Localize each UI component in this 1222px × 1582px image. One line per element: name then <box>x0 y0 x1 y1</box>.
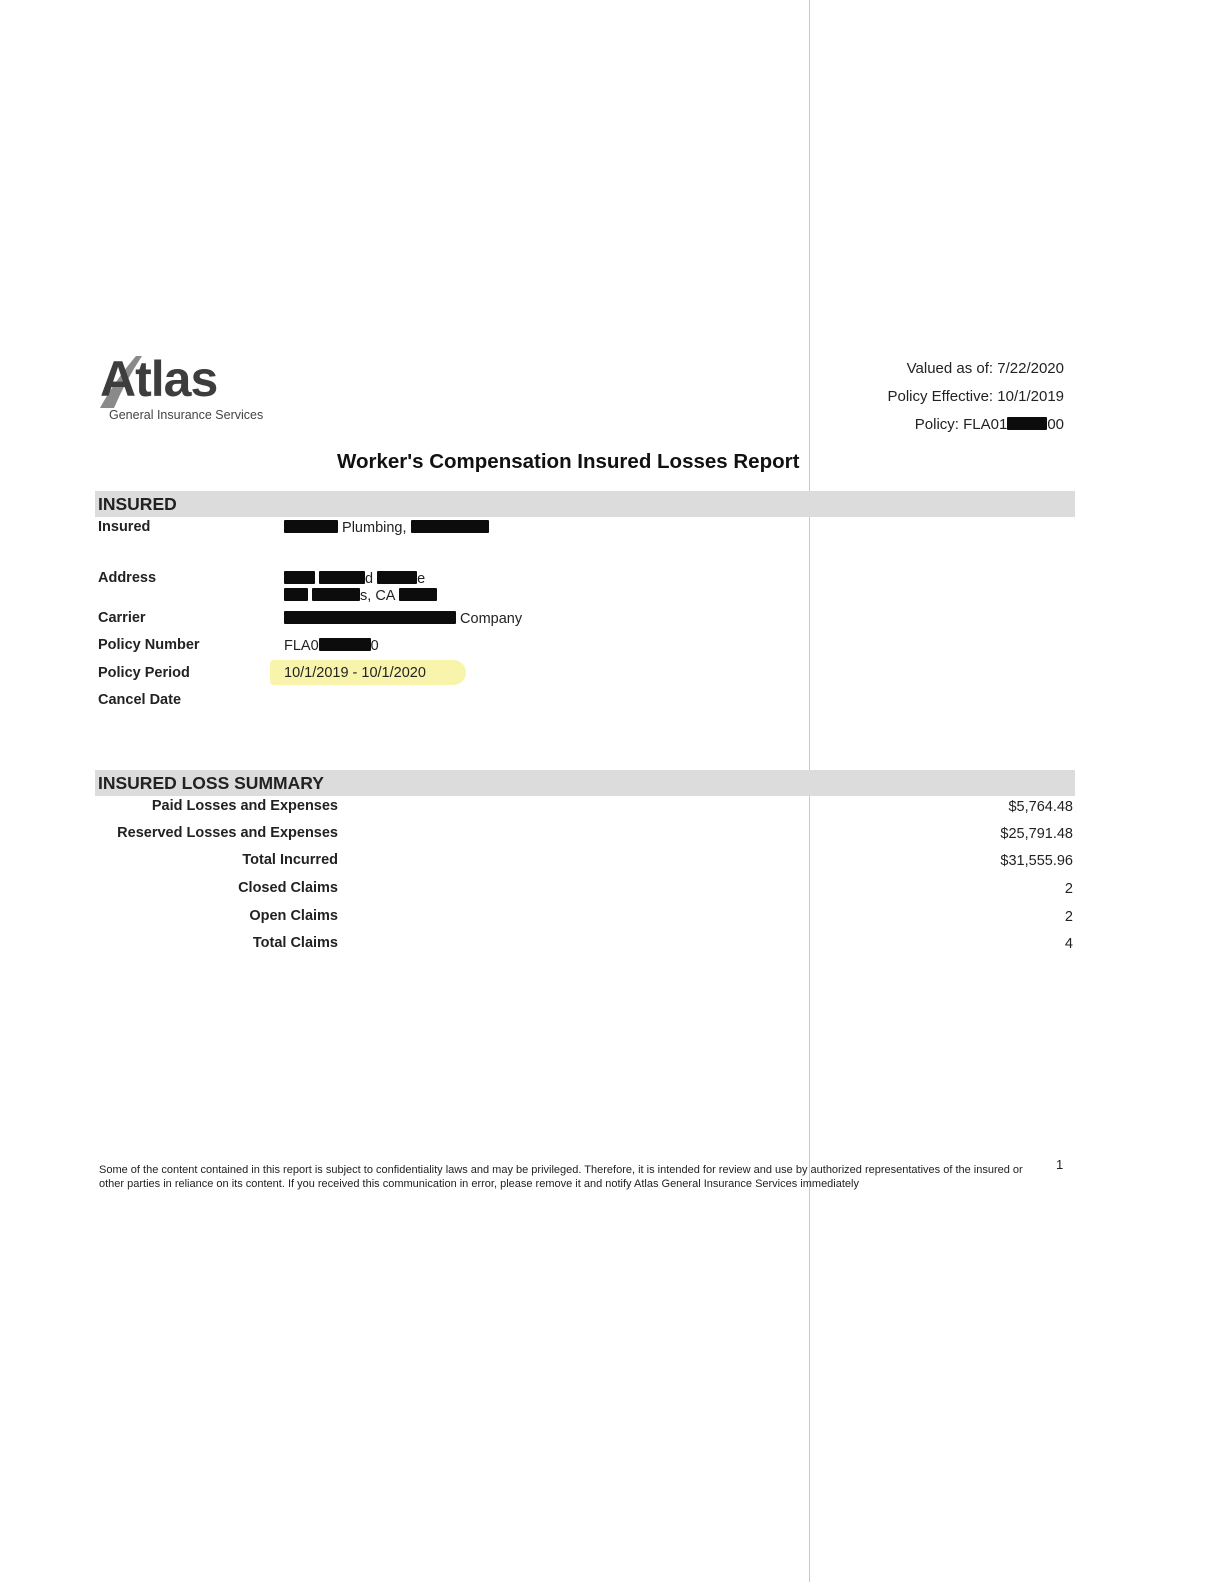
total-incurred-value: $31,555.96 <box>1000 853 1073 869</box>
report-title: Worker's Compensation Insured Losses Report <box>337 450 800 473</box>
redaction-bar <box>1007 417 1047 430</box>
address-line-1-text: d <box>365 571 374 587</box>
address-line-1 <box>284 571 425 587</box>
open-claims-value: 2 <box>1064 909 1073 925</box>
redaction-bar <box>284 520 338 533</box>
policy-header-prefix: Policy: FLA01 <box>914 416 1008 433</box>
address-line-1-end: e <box>417 571 426 587</box>
address-line-2-text: s, CA <box>360 588 395 604</box>
atlas-logo <box>96 346 271 428</box>
redaction-bar <box>377 571 417 584</box>
valued-as-of: Valued as of: 7/22/2020 <box>906 360 1064 377</box>
carrier-value-text: Company <box>460 611 523 627</box>
policy-number-prefix: FLA0 <box>284 638 319 654</box>
insured-label: Insured <box>98 519 151 535</box>
confidentiality-disclaimer: Some of the content contained in this report is subject to confidentiality laws and may be privileged. Therefore, it is intended for review and use by authorized representatives of the insured or other parties in reliance on its content. If you received this communication in error, please remove it and notify Atlas General Insurance Services immediately <box>99 1164 1023 1190</box>
redaction-bar <box>319 571 365 584</box>
redaction-bar <box>411 520 489 533</box>
carrier-label: Carrier <box>98 610 146 626</box>
redaction-bar <box>312 588 360 601</box>
total-claims-value: 4 <box>1064 936 1073 952</box>
address-label: Address <box>98 570 157 586</box>
policy-number-value <box>284 638 379 654</box>
address-line-2 <box>284 588 437 604</box>
closed-claims-value: 2 <box>1064 881 1073 897</box>
redaction-bar <box>399 588 437 601</box>
reserved-losses-value: $25,791.48 <box>1000 826 1073 842</box>
redaction-bar <box>284 611 456 624</box>
open-claims-label: Open Claims <box>249 908 338 924</box>
loss-summary-heading: INSURED LOSS SUMMARY <box>98 773 324 793</box>
carrier-value <box>284 611 522 627</box>
policy-header-suffix: 00 <box>1047 416 1064 433</box>
insured-section-bar <box>95 491 1075 517</box>
closed-claims-label: Closed Claims <box>238 880 338 896</box>
insured-section-heading: INSURED <box>98 494 177 514</box>
paid-losses-value: $5,764.48 <box>1008 799 1073 815</box>
redaction-bar <box>319 638 371 651</box>
insured-value-text: Plumbing, <box>342 520 407 536</box>
policy-effective: Policy Effective: 10/1/2019 <box>887 388 1064 405</box>
redaction-bar <box>284 571 315 584</box>
insured-value <box>284 520 489 536</box>
total-claims-label: Total Claims <box>252 935 338 951</box>
reserved-losses-label: Reserved Losses and Expenses <box>117 825 338 841</box>
redaction-bar <box>284 588 308 601</box>
logo-tagline: General Insurance Services <box>109 408 264 422</box>
cancel-date-label: Cancel Date <box>98 692 182 708</box>
total-incurred-label: Total Incurred <box>242 852 338 868</box>
policy-period-label: Policy Period <box>98 665 190 681</box>
policy-period-value: 10/1/2019 - 10/1/2020 <box>284 665 426 681</box>
logo-wordmark: Atlas <box>100 351 218 407</box>
policy-number-suffix: 0 <box>370 638 379 654</box>
policy-header <box>915 416 1064 433</box>
page-number: 1 <box>1056 1157 1064 1172</box>
policy-number-label: Policy Number <box>98 637 200 653</box>
paid-losses-label: Paid Losses and Expenses <box>151 798 338 814</box>
